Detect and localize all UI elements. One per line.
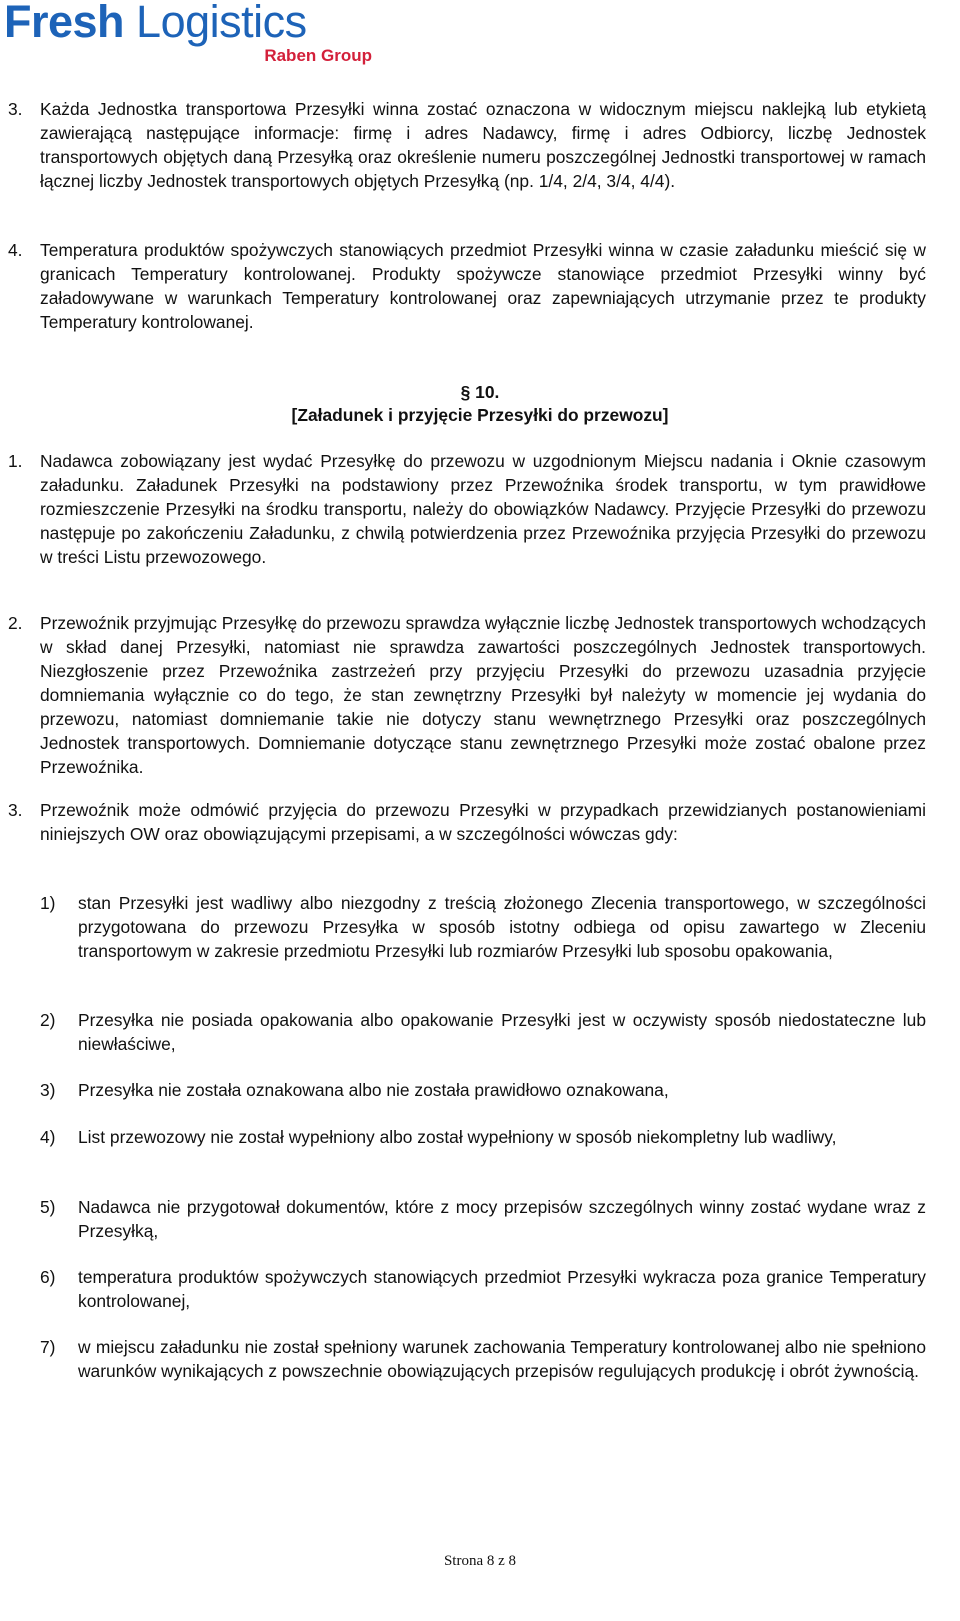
subitem-number: 3) [40, 1080, 56, 1100]
subitem-6 [40, 1265, 926, 1313]
item-text: Przewoźnik przyjmując Przesyłkę do przewozu sprawdza wyłącznie liczbę Jednostek transportowych wchodzących w skład danej Przesyłki, natomiast nie sprawdza zawartości poszczególnych Jednostek transportowych. Niezgłoszenie przez Przewoźnika zastrzeżeń przy przyjęciu Przesyłki do przewozu uzasadnia przyjęcie domniemania wyłącznie co do tego, że stan zewnętrzny Przesyłki był należyty w momencie jej wydania do przewozu, natomiast domniemanie takie nie dotyczy stanu wewnętrznego Przesyłki oraz poszczególnych Jednostek transportowych. Domniemanie dotyczące stanu zewnętrznego Przesyłki może zostać obalone przez Przewoźnika. [40, 613, 926, 777]
subitem-4 [40, 1125, 926, 1149]
section-item-1 [8, 449, 926, 569]
subitem-text: stan Przesyłki jest wadliwy albo niezgodny z treścią złożonego Zlecenia transportowego, w szczególności przygotowana do przewozu Przesyłka w sposób istotny odbiega od opisu zawartego w Zleceniu transportowym w zakresie przedmiotu Przesyłki lub rozmiarów Przesyłki lub sposobu opakowania, [78, 893, 926, 961]
logo-group-name: Raben Group [264, 46, 372, 65]
paragraph-3 [8, 97, 926, 193]
item-text: Nadawca zobowiązany jest wydać Przesyłkę do przewozu w uzgodnionym Miejscu nadania i Oknie czasowym załadunku. Załadunek Przesyłki na podstawiony przez Przewoźnika środek transportu, w tym prawidłowe rozmieszczenie Przesyłki na środku transportu, należy do obowiązków Nadawcy. Przyjęcie Przesyłki do przewozu następuje po zakończeniu Załadunku, z chwilą potwierdzenia przez Przewoźnika przyjęcia Przesyłki do przewozu w treści Listu przewozowego. [40, 451, 926, 567]
logo-wordmark: Fresh Logistics [4, 0, 307, 47]
paragraph-number: 3. [8, 99, 23, 119]
paragraph-text: Temperatura produktów spożywczych stanowiących przedmiot Przesyłki winna w czasie załadunku mieścić się w granicach Temperatury kontrolowanej. Produkty spożywcze stanowiące przedmiot Przesyłki winny być załadowywane w warunkach Temperatury kontrolowanej oraz zapewniających utrzymanie przez te produkty Temperatury kontrolowanej. [40, 240, 926, 332]
subitem-3 [40, 1078, 926, 1102]
subitem-2 [40, 1008, 926, 1056]
page-number: Strona 8 z 8 [443, 1553, 517, 1569]
section-title: [Załadunek i przyjęcie Przesyłki do przewozu] [291, 405, 669, 425]
paragraph-4 [8, 238, 926, 334]
subitem-number: 7) [40, 1337, 56, 1357]
subitem-number: 6) [40, 1267, 56, 1287]
subitem-number: 1) [40, 893, 56, 913]
item-number: 1. [8, 451, 23, 471]
item-number: 3. [8, 800, 23, 820]
subitem-text: w miejscu załadunku nie został spełniony warunek zachowania Temperatury kontrolowanej albo nie spełniono warunków wynikających z powszechnie obowiązujących przepisów regulujących produkcję i obrót żywnością. [78, 1337, 926, 1381]
subitem-text: temperatura produktów spożywczych stanowiących przedmiot Przesyłki wykracza poza granice Temperatury kontrolowanej, [78, 1267, 926, 1311]
section-item-3 [8, 798, 926, 846]
paragraph-number: 4. [8, 240, 23, 260]
subitem-1 [40, 891, 926, 963]
subitem-text: List przewozowy nie został wypełniony albo został wypełniony w sposób niekompletny lub wadliwy, [78, 1127, 837, 1147]
subitem-number: 5) [40, 1197, 56, 1217]
subitem-text: Przesyłka nie została oznakowana albo nie została prawidłowo oznakowana, [78, 1080, 669, 1100]
subitem-text: Nadawca nie przygotował dokumentów, które z mocy przepisów szczególnych winny zostać wydane wraz z Przesyłką, [78, 1197, 926, 1241]
paragraph-text: Każda Jednostka transportowa Przesyłki winna zostać oznaczona w widocznym miejscu naklejką lub etykietą zawierającą następujące informacje: firmę i adres Nadawcy, firmę i adres Odbiorcy, liczbę Jednostek transportowych objętych daną Przesyłką oraz określenie numeru poszczególnej Jednostki transportowej w ramach łącznej liczby Jednostek transportowych objętych Przesyłką (np. 1/4, 2/4, 3/4, 4/4). [40, 99, 926, 191]
subitem-7 [40, 1335, 926, 1383]
item-number: 2. [8, 613, 23, 633]
subitem-5 [40, 1195, 926, 1243]
subitem-number: 2) [40, 1010, 56, 1030]
section-item-2 [8, 611, 926, 779]
subitem-text: Przesyłka nie posiada opakowania albo opakowanie Przesyłki jest w oczywisty sposób niedostateczne lub niewłaściwe, [78, 1010, 926, 1054]
subitem-number: 4) [40, 1127, 56, 1147]
section-number: § 10. [460, 382, 500, 402]
item-text: Przewoźnik może odmówić przyjęcia do przewozu Przesyłki w przypadkach przewidzianych postanowieniami niniejszych OW oraz obowiązującymi przepisami, a w szczególności wówczas gdy: [40, 800, 926, 844]
